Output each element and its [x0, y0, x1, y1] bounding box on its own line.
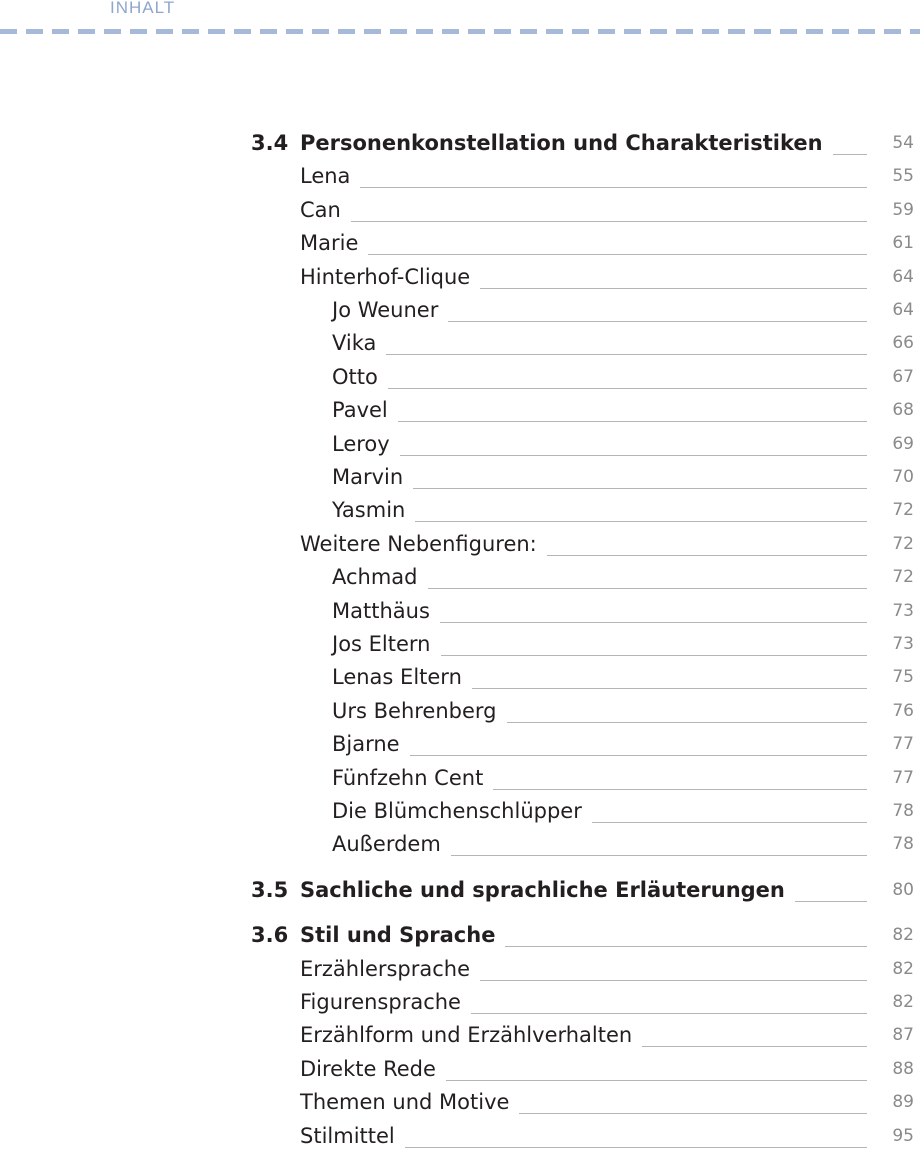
- toc-entry-title-wrap: [300, 227, 368, 260]
- toc-dot-leader: [446, 1080, 867, 1081]
- toc-entry-title: Erzählform und Erzählverhalten: [300, 1019, 642, 1052]
- toc-entry-row: [0, 194, 920, 227]
- toc-entry-title: Marie: [300, 227, 368, 260]
- toc-entry-row: [0, 461, 920, 494]
- toc-page-number: 72: [892, 533, 914, 554]
- toc-page-number: 95: [892, 1125, 914, 1146]
- toc-entry-row: [0, 428, 920, 461]
- toc-entry-row: [0, 953, 920, 986]
- toc-entry-title-wrap: [332, 628, 441, 661]
- toc-entry-row: [0, 261, 920, 294]
- toc-entry-title-wrap: [332, 394, 398, 427]
- toc-entry-row: [0, 762, 920, 795]
- toc-section-number: 3.6: [251, 923, 289, 948]
- toc-entry-title: Erzählersprache: [300, 953, 480, 986]
- toc-dot-leader: [592, 822, 867, 823]
- toc-entry-title: Yasmin: [332, 494, 415, 527]
- toc-entry-row: [0, 1086, 920, 1119]
- toc-entry-row: [0, 528, 920, 561]
- toc-entry-title-wrap: [300, 127, 833, 160]
- dashed-header-rule: [0, 29, 920, 34]
- toc-dot-leader: [386, 354, 867, 355]
- toc-page-number: 73: [892, 600, 914, 621]
- toc-entry-row: [0, 327, 920, 360]
- toc-page-number: 70: [892, 467, 914, 487]
- toc-entry-row: [0, 394, 920, 427]
- toc-dot-leader: [440, 622, 867, 623]
- toc-entry-row: [0, 294, 920, 327]
- toc-entry-row: [0, 661, 920, 694]
- toc-page-number: 76: [892, 700, 914, 721]
- toc-entry-title: Bjarne: [332, 728, 410, 761]
- toc-entry-row: [0, 986, 920, 1019]
- toc-page-number: 73: [892, 634, 914, 654]
- toc-page-number: 89: [892, 1092, 914, 1113]
- toc-entry-title-wrap: [332, 762, 493, 795]
- toc-dot-leader: [480, 288, 867, 289]
- toc-page-number: 64: [892, 266, 914, 287]
- toc-entry-row: [0, 494, 920, 527]
- toc-entry-title-wrap: [300, 1086, 519, 1119]
- toc-dot-leader: [388, 388, 867, 389]
- toc-page-number: 72: [892, 567, 914, 588]
- toc-dot-leader: [405, 1147, 867, 1148]
- toc-entry-title-wrap: [332, 661, 472, 694]
- toc-dot-leader: [519, 1113, 867, 1114]
- toc-dot-leader: [833, 154, 867, 155]
- toc-entry-title: Figurensprache: [300, 986, 471, 1019]
- toc-entry-title-wrap: [300, 986, 471, 1019]
- toc-dot-leader: [507, 722, 867, 723]
- toc-entry-row: [0, 828, 920, 861]
- toc-entry-title: Die Blümchenschlüpper: [332, 795, 592, 828]
- toc-entry-row: [0, 160, 920, 193]
- toc-page-number: 75: [892, 667, 914, 688]
- toc-dot-leader: [642, 1046, 867, 1047]
- toc-entry-title-wrap: [300, 874, 795, 907]
- toc-entry-title-wrap: [332, 728, 410, 761]
- toc-dot-leader: [493, 789, 867, 790]
- toc-section-row: [0, 874, 920, 907]
- toc-entry-title: Hinterhof-Clique: [300, 261, 480, 294]
- toc-page-number: 67: [892, 366, 914, 387]
- toc-entry-title-wrap: [332, 561, 428, 594]
- toc-entry-title: Marvin: [332, 461, 413, 494]
- toc-entry-title-wrap: [300, 528, 547, 561]
- toc-dot-leader: [398, 421, 867, 422]
- toc-entry-title: Jos Eltern: [332, 628, 441, 661]
- toc-page-number: 72: [892, 500, 914, 521]
- toc-page-number: 80: [892, 879, 914, 900]
- toc-page-number: 77: [892, 767, 914, 788]
- toc-entry-title-wrap: [332, 695, 507, 728]
- toc-entry-title: Matthäus: [332, 595, 440, 628]
- toc-entry-row: [0, 227, 920, 260]
- toc-entry-title-wrap: [332, 494, 415, 527]
- toc-page-number: 82: [892, 925, 914, 946]
- toc-entry-title: Stilmittel: [300, 1120, 405, 1153]
- toc-entry-row: [0, 795, 920, 828]
- toc-dot-leader: [547, 555, 867, 556]
- toc-dot-leader: [471, 1013, 867, 1014]
- toc-entry-title: Jo Weuner: [332, 294, 448, 327]
- toc-entry-row: [0, 561, 920, 594]
- toc-entry-title-wrap: [300, 194, 351, 227]
- toc-page-number: 68: [892, 400, 914, 421]
- toc-entry-title: Direkte Rede: [300, 1053, 446, 1086]
- toc-dot-leader: [795, 901, 867, 902]
- toc-entry-row: [0, 695, 920, 728]
- toc-dot-leader: [351, 221, 867, 222]
- toc-entry-title-wrap: [332, 327, 386, 360]
- toc-entry-row: [0, 1120, 920, 1153]
- toc-entry-title-wrap: [332, 461, 413, 494]
- toc-entry-title-wrap: [332, 361, 388, 394]
- toc-entry-title-wrap: [300, 1120, 405, 1153]
- toc-dot-leader: [451, 855, 867, 856]
- toc-dot-leader: [415, 521, 867, 522]
- toc-dot-leader: [428, 588, 867, 589]
- toc-page-number: 77: [892, 734, 914, 755]
- toc-entry-title-wrap: [300, 953, 480, 986]
- toc-page-number: 55: [892, 166, 914, 187]
- toc-entry-title-wrap: [332, 595, 440, 628]
- toc-dot-leader: [413, 488, 867, 489]
- toc-entry-title: Sachliche und sprachliche Erläuterungen: [300, 874, 795, 907]
- toc-entry-title: Urs Behrenberg: [332, 695, 507, 728]
- toc-entry-title-wrap: [332, 428, 400, 461]
- toc-entry-title: Lena: [300, 160, 360, 193]
- toc-entry-title: Lenas Eltern: [332, 661, 472, 694]
- toc-entry-title: Leroy: [332, 428, 400, 461]
- toc-entry-title-wrap: [300, 1019, 642, 1052]
- toc-dot-leader: [400, 455, 867, 456]
- toc-entry-title-wrap: [332, 795, 592, 828]
- toc-entry-title-wrap: [300, 1053, 446, 1086]
- toc-entry-row: [0, 1053, 920, 1086]
- toc-entry-title: Personenkonstellation und Charakteristiken: [300, 127, 833, 160]
- toc-entry-title: Themen und Motive: [300, 1086, 519, 1119]
- toc-page-number: 78: [892, 801, 914, 821]
- toc-page-number: 69: [892, 433, 914, 454]
- toc-page-number: 87: [892, 1025, 914, 1046]
- section-header-label: INHALT: [110, 0, 176, 17]
- toc-entry-title-wrap: [300, 919, 505, 952]
- toc-page-number: 59: [892, 199, 914, 220]
- toc-entry-title-wrap: [300, 160, 360, 193]
- toc-page-number: 61: [892, 233, 914, 254]
- toc-page-number: 82: [892, 958, 914, 979]
- toc-entry-title: Otto: [332, 361, 388, 394]
- toc-entry-title: Achmad: [332, 561, 428, 594]
- toc-dot-leader: [360, 187, 867, 188]
- toc-entry-title: Pavel: [332, 394, 398, 427]
- toc-section-row: [0, 919, 920, 952]
- toc-page-number: 82: [892, 992, 914, 1012]
- toc-dot-leader: [505, 946, 867, 947]
- toc-dot-leader: [472, 688, 867, 689]
- toc-section-row: [0, 127, 920, 160]
- toc-entry-title: Vika: [332, 327, 386, 360]
- toc-entry-row: [0, 361, 920, 394]
- toc-entry-title-wrap: [332, 294, 448, 327]
- toc-dot-leader: [448, 321, 867, 322]
- toc-entry-title: Weitere Nebenfiguren:: [300, 528, 547, 561]
- toc-dot-leader: [410, 755, 867, 756]
- toc-entry-title-wrap: [300, 261, 480, 294]
- toc-entry-title: Fünfzehn Cent: [332, 762, 493, 795]
- toc-page-number: 78: [892, 834, 914, 855]
- toc-entry-row: [0, 728, 920, 761]
- toc-entry-title-wrap: [332, 828, 451, 861]
- toc-page-number: 64: [892, 300, 914, 320]
- toc-entry-title: Can: [300, 194, 351, 227]
- toc-section-number: 3.4: [251, 131, 289, 155]
- toc-entry-title: Stil und Sprache: [300, 919, 505, 952]
- toc-dot-leader: [441, 655, 868, 656]
- toc-page-number: 54: [892, 133, 914, 153]
- toc-page-number: 88: [892, 1058, 914, 1079]
- toc-entry-row: [0, 628, 920, 661]
- toc-section-number: 3.5: [251, 877, 289, 902]
- toc-entry-row: [0, 595, 920, 628]
- toc-entry-row: [0, 1019, 920, 1052]
- toc-dot-leader: [480, 980, 867, 981]
- toc-entry-title: Außerdem: [332, 828, 451, 861]
- toc-dot-leader: [368, 254, 867, 255]
- toc-page-number: 66: [892, 333, 914, 354]
